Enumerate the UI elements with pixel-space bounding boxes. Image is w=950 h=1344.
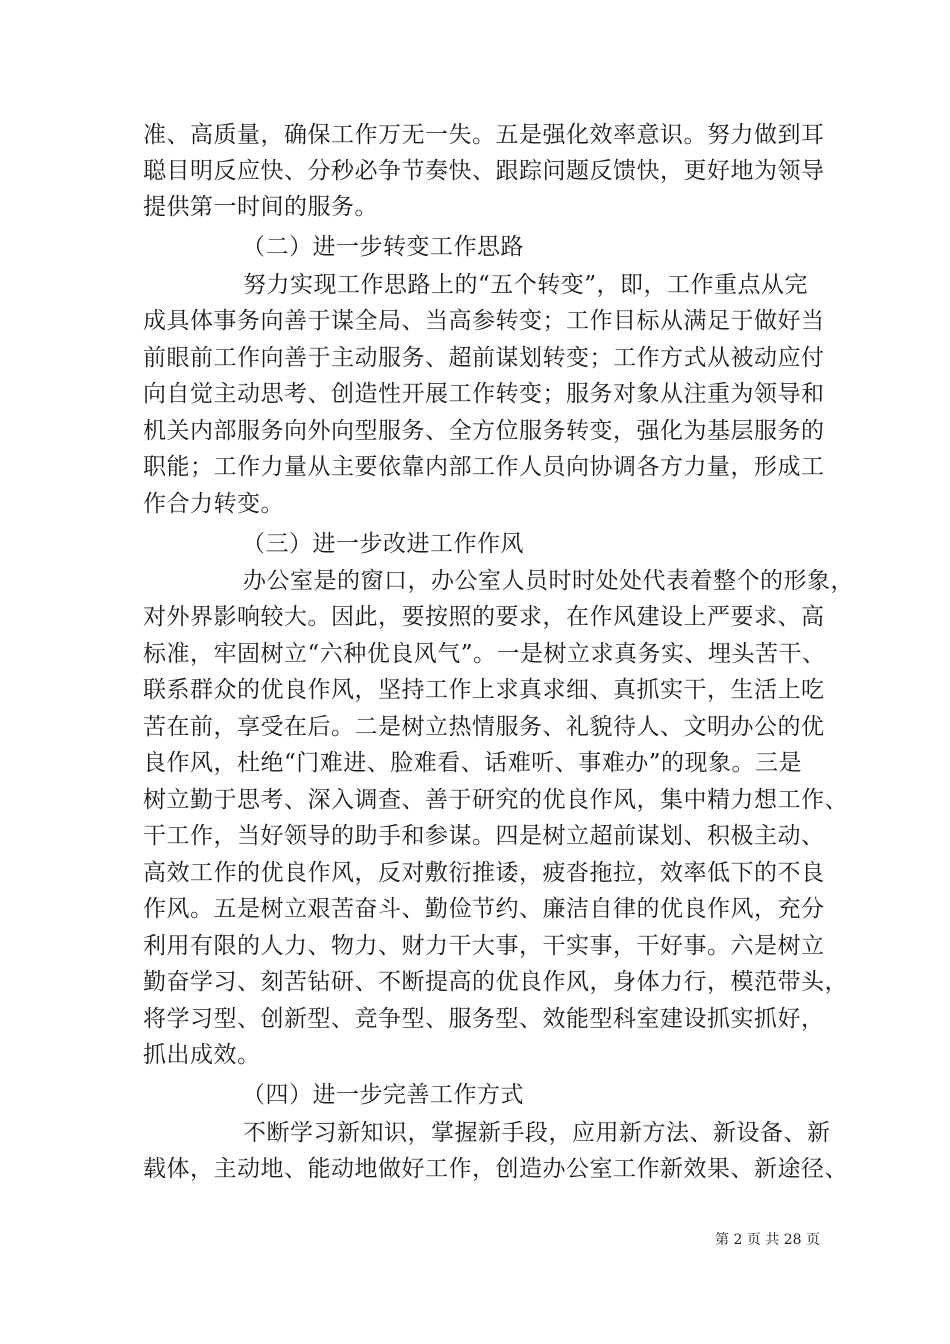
body-line: 干工作，当好领导的助手和参谋。四是树立超前谋划、积极主动、 [143,823,825,849]
body-line: 高效工作的优良作风，反对敷衍推诿，疲沓拖拉，效率低下的不良 [143,860,825,886]
body-line: 勤奋学习、刻苦钻研、不断提高的优良作风，身体力行，模范带头， [143,969,848,995]
body-line: 树立勤于思考、深入调查、善于研究的优良作风，集中精力想工作、 [143,787,848,813]
body-line: 利用有限的人力、物力、财力干大事，干实事，干好事。六是树立 [143,933,825,959]
body-line: 良作风，杜绝“门难进、脸难看、话难听、事难办”的现象。三是 [143,750,803,776]
page-number: 第 2 页 共 28 页 [715,1232,820,1248]
body-line: 作风。五是树立艰苦奋斗、勤俭节约、廉洁自律的优良作风，充分 [143,896,825,922]
body-line: 努力实现工作思路上的“五个转变”，即，工作重点从完 [243,272,809,298]
body-line: 前眼前工作向善于主动服务、超前谋划转变；工作方式从被动应付 [143,345,825,371]
body-line: 不断学习新知识，掌握新手段，应用新方法、新设备、新 [243,1120,831,1146]
body-line: 职能；工作力量从主要依靠内部工作人员向协调各方力量，形成工 [143,454,825,480]
body-line: 聪目明反应快、分秒必争节奏快、跟踪问题反馈快，更好地为领导 [143,158,825,184]
body-line: 成具体事务向善于谋全局、当高参转变；工作目标从满足于做好当 [143,308,825,334]
body-line: 联系群众的优良作风，坚持工作上求真求细、真抓实干，生活上吃 [143,677,825,703]
body-line: 向自觉主动思考、创造性开展工作转变；服务对象从注重为领导和 [143,381,825,407]
body-line: 作合力转变。 [143,491,284,517]
section-heading: （二）进一步转变工作思路 [242,234,524,260]
body-line: 对外界影响较大。因此，要按照的要求，在作风建设上严要求、高 [143,604,825,630]
body-line: 标准，牢固树立“六种优良风气”。一是树立求真务实、埋头苦干、 [143,641,826,667]
body-line: 办公室是的窗口，办公室人员时时处处代表着整个的形象， [243,568,854,594]
body-line: 苦在前，享受在后。二是树立热情服务、礼貌待人、文明办公的优 [143,714,825,740]
body-line: 载体，主动地、能动地做好工作，创造办公室工作新效果、新途径、 [143,1156,848,1182]
body-line: 机关内部服务向外向型服务、全方位服务转变，强化为基层服务的 [143,418,825,444]
section-heading: （三）进一步改进工作作风 [242,531,524,557]
body-line: 将学习型、创新型、竞争型、服务型、效能型科室建设抓实抓好， [143,1006,825,1032]
body-line: 准、高质量，确保工作万无一失。五是强化效率意识。努力做到耳 [143,122,825,148]
section-heading: （四）进一步完善工作方式 [242,1082,524,1108]
body-line: 提供第一时间的服务。 [143,194,378,220]
body-line: 抓出成效。 [143,1042,261,1068]
